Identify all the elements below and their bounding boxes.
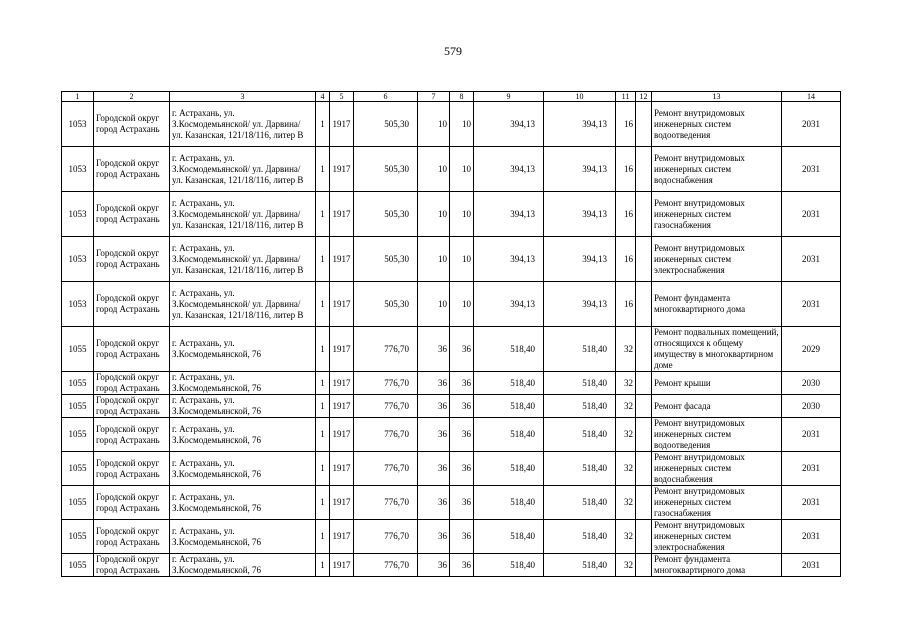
work-type-cell: Ремонт внутридомовых инженерных систем водоотведения bbox=[652, 102, 782, 147]
total-area-cell: 505,30 bbox=[354, 102, 418, 147]
col12-cell bbox=[636, 486, 652, 520]
col4-cell: 1 bbox=[316, 192, 330, 237]
col10-cell: 518,40 bbox=[544, 452, 616, 486]
year-built-cell: 1917 bbox=[330, 282, 354, 327]
total-area-cell: 776,70 bbox=[354, 395, 418, 418]
col8-cell: 36 bbox=[450, 554, 474, 577]
address-cell: г. Астрахань, ул. З.Космодемьянской, 76 bbox=[170, 418, 316, 452]
municipality-cell: Городской округ город Астрахань bbox=[94, 282, 170, 327]
col11-cell: 32 bbox=[616, 554, 636, 577]
col7-cell: 36 bbox=[418, 554, 450, 577]
work-type-cell: Ремонт фундамента многоквартирного дома bbox=[652, 282, 782, 327]
col7-cell: 36 bbox=[418, 418, 450, 452]
total-area-cell: 776,70 bbox=[354, 418, 418, 452]
col8-cell: 36 bbox=[450, 452, 474, 486]
total-area-cell: 505,30 bbox=[354, 282, 418, 327]
table-row bbox=[62, 452, 841, 486]
record-id: 1055 bbox=[62, 327, 94, 372]
planned-year-cell: 2031 bbox=[782, 147, 841, 192]
municipality-cell: Городской округ город Астрахань bbox=[94, 395, 170, 418]
year-built-cell: 1917 bbox=[330, 554, 354, 577]
col12-cell bbox=[636, 192, 652, 237]
col8-cell: 36 bbox=[450, 520, 474, 554]
col8-cell: 36 bbox=[450, 327, 474, 372]
municipality-cell: Городской округ город Астрахань bbox=[94, 327, 170, 372]
header-row bbox=[62, 92, 841, 102]
col11-cell: 32 bbox=[616, 395, 636, 418]
col7-cell: 10 bbox=[418, 102, 450, 147]
total-area-cell: 505,30 bbox=[354, 237, 418, 282]
address-cell: г. Астрахань, ул. З.Космодемьянской/ ул. Дарвина/ ул. Казанская, 121/18/116, литер В bbox=[170, 102, 316, 147]
table-row bbox=[62, 520, 841, 554]
col10-cell: 518,40 bbox=[544, 520, 616, 554]
address-cell: г. Астрахань, ул. З.Космодемьянской/ ул. Дарвина/ ул. Казанская, 121/18/116, литер В bbox=[170, 237, 316, 282]
work-type-cell: Ремонт внутридомовых инженерных систем электроснабжения bbox=[652, 237, 782, 282]
col8-cell: 10 bbox=[450, 147, 474, 192]
year-built-cell: 1917 bbox=[330, 452, 354, 486]
col4-cell: 1 bbox=[316, 520, 330, 554]
year-built-cell: 1917 bbox=[330, 192, 354, 237]
column-header: 1 bbox=[62, 92, 94, 102]
col9-cell: 394,13 bbox=[474, 147, 544, 192]
address-cell: г. Астрахань, ул. З.Космодемьянской, 76 bbox=[170, 452, 316, 486]
work-type-cell: Ремонт внутридомовых инженерных систем водоснабжения bbox=[652, 147, 782, 192]
address-cell: г. Астрахань, ул. З.Космодемьянской, 76 bbox=[170, 486, 316, 520]
address-cell: г. Астрахань, ул. З.Космодемьянской, 76 bbox=[170, 395, 316, 418]
col11-cell: 32 bbox=[616, 486, 636, 520]
col12-cell bbox=[636, 237, 652, 282]
year-built-cell: 1917 bbox=[330, 237, 354, 282]
col12-cell bbox=[636, 395, 652, 418]
planned-year-cell: 2031 bbox=[782, 237, 841, 282]
column-header: 10 bbox=[544, 92, 616, 102]
column-header: 6 bbox=[354, 92, 418, 102]
record-id: 1055 bbox=[62, 372, 94, 395]
record-id: 1055 bbox=[62, 486, 94, 520]
municipality-cell: Городской округ город Астрахань bbox=[94, 102, 170, 147]
col9-cell: 518,40 bbox=[474, 395, 544, 418]
col10-cell: 518,40 bbox=[544, 554, 616, 577]
col9-cell: 518,40 bbox=[474, 418, 544, 452]
col7-cell: 10 bbox=[418, 237, 450, 282]
table-row bbox=[62, 192, 841, 237]
col11-cell: 32 bbox=[616, 372, 636, 395]
col9-cell: 394,13 bbox=[474, 282, 544, 327]
column-header: 9 bbox=[474, 92, 544, 102]
record-id: 1053 bbox=[62, 282, 94, 327]
planned-year-cell: 2031 bbox=[782, 486, 841, 520]
planned-year-cell: 2031 bbox=[782, 418, 841, 452]
col4-cell: 1 bbox=[316, 418, 330, 452]
municipality-cell: Городской округ город Астрахань bbox=[94, 237, 170, 282]
year-built-cell: 1917 bbox=[330, 102, 354, 147]
col10-cell: 394,13 bbox=[544, 237, 616, 282]
work-type-cell: Ремонт подвальных помещений, относящихся к общему имуществу в многоквартирном доме bbox=[652, 327, 782, 372]
column-header: 11 bbox=[616, 92, 636, 102]
table-row bbox=[62, 102, 841, 147]
planned-year-cell: 2029 bbox=[782, 327, 841, 372]
work-type-cell: Ремонт фасада bbox=[652, 395, 782, 418]
year-built-cell: 1917 bbox=[330, 147, 354, 192]
planned-year-cell: 2030 bbox=[782, 372, 841, 395]
capital-repair-table bbox=[61, 91, 841, 577]
col10-cell: 518,40 bbox=[544, 372, 616, 395]
col4-cell: 1 bbox=[316, 486, 330, 520]
col10-cell: 394,13 bbox=[544, 102, 616, 147]
table-row bbox=[62, 147, 841, 192]
record-id: 1053 bbox=[62, 237, 94, 282]
municipality-cell: Городской округ город Астрахань bbox=[94, 452, 170, 486]
col9-cell: 394,13 bbox=[474, 237, 544, 282]
col4-cell: 1 bbox=[316, 327, 330, 372]
col11-cell: 16 bbox=[616, 147, 636, 192]
column-header: 2 bbox=[94, 92, 170, 102]
col7-cell: 36 bbox=[418, 452, 450, 486]
col9-cell: 394,13 bbox=[474, 102, 544, 147]
column-header: 4 bbox=[316, 92, 330, 102]
col7-cell: 36 bbox=[418, 372, 450, 395]
work-type-cell: Ремонт крыши bbox=[652, 372, 782, 395]
col12-cell bbox=[636, 520, 652, 554]
col8-cell: 36 bbox=[450, 395, 474, 418]
col12-cell bbox=[636, 452, 652, 486]
work-type-cell: Ремонт внутридомовых инженерных систем газоснабжения bbox=[652, 192, 782, 237]
col10-cell: 518,40 bbox=[544, 395, 616, 418]
col8-cell: 36 bbox=[450, 372, 474, 395]
col7-cell: 10 bbox=[418, 282, 450, 327]
column-header: 5 bbox=[330, 92, 354, 102]
column-header: 14 bbox=[782, 92, 841, 102]
work-type-cell: Ремонт внутридомовых инженерных систем водоснабжения bbox=[652, 452, 782, 486]
col8-cell: 10 bbox=[450, 282, 474, 327]
year-built-cell: 1917 bbox=[330, 395, 354, 418]
municipality-cell: Городской округ город Астрахань bbox=[94, 147, 170, 192]
planned-year-cell: 2031 bbox=[782, 282, 841, 327]
municipality-cell: Городской округ город Астрахань bbox=[94, 418, 170, 452]
col8-cell: 10 bbox=[450, 192, 474, 237]
total-area-cell: 505,30 bbox=[354, 192, 418, 237]
table-row bbox=[62, 282, 841, 327]
col7-cell: 36 bbox=[418, 520, 450, 554]
record-id: 1055 bbox=[62, 418, 94, 452]
col11-cell: 16 bbox=[616, 192, 636, 237]
work-type-cell: Ремонт фундамента многоквартирного дома bbox=[652, 554, 782, 577]
table-row bbox=[62, 372, 841, 395]
col9-cell: 518,40 bbox=[474, 372, 544, 395]
table-row bbox=[62, 486, 841, 520]
record-id: 1055 bbox=[62, 520, 94, 554]
work-type-cell: Ремонт внутридомовых инженерных систем водоотведения bbox=[652, 418, 782, 452]
col4-cell: 1 bbox=[316, 554, 330, 577]
col7-cell: 36 bbox=[418, 327, 450, 372]
record-id: 1055 bbox=[62, 554, 94, 577]
planned-year-cell: 2030 bbox=[782, 395, 841, 418]
col11-cell: 32 bbox=[616, 452, 636, 486]
municipality-cell: Городской округ город Астрахань bbox=[94, 192, 170, 237]
table-row bbox=[62, 554, 841, 577]
col7-cell: 36 bbox=[418, 486, 450, 520]
record-id: 1055 bbox=[62, 452, 94, 486]
col7-cell: 10 bbox=[418, 192, 450, 237]
work-type-cell: Ремонт внутридомовых инженерных систем электроснабжения bbox=[652, 520, 782, 554]
col12-cell bbox=[636, 282, 652, 327]
address-cell: г. Астрахань, ул. З.Космодемьянской/ ул. Дарвина/ ул. Казанская, 121/18/116, литер В bbox=[170, 192, 316, 237]
col4-cell: 1 bbox=[316, 395, 330, 418]
col12-cell bbox=[636, 102, 652, 147]
col12-cell bbox=[636, 327, 652, 372]
address-cell: г. Астрахань, ул. З.Космодемьянской/ ул. Дарвина/ ул. Казанская, 121/18/116, литер В bbox=[170, 147, 316, 192]
col10-cell: 518,40 bbox=[544, 327, 616, 372]
year-built-cell: 1917 bbox=[330, 327, 354, 372]
col4-cell: 1 bbox=[316, 102, 330, 147]
col11-cell: 32 bbox=[616, 520, 636, 554]
planned-year-cell: 2031 bbox=[782, 102, 841, 147]
col10-cell: 394,13 bbox=[544, 282, 616, 327]
col12-cell bbox=[636, 418, 652, 452]
col12-cell bbox=[636, 372, 652, 395]
col9-cell: 518,40 bbox=[474, 327, 544, 372]
address-cell: г. Астрахань, ул. З.Космодемьянской, 76 bbox=[170, 327, 316, 372]
col9-cell: 518,40 bbox=[474, 554, 544, 577]
col11-cell: 32 bbox=[616, 418, 636, 452]
col8-cell: 36 bbox=[450, 418, 474, 452]
address-cell: г. Астрахань, ул. З.Космодемьянской/ ул. Дарвина/ ул. Казанская, 121/18/116, литер В bbox=[170, 282, 316, 327]
col10-cell: 518,40 bbox=[544, 486, 616, 520]
col12-cell bbox=[636, 147, 652, 192]
planned-year-cell: 2031 bbox=[782, 554, 841, 577]
col8-cell: 10 bbox=[450, 102, 474, 147]
total-area-cell: 776,70 bbox=[354, 486, 418, 520]
record-id: 1055 bbox=[62, 395, 94, 418]
col9-cell: 518,40 bbox=[474, 452, 544, 486]
address-cell: г. Астрахань, ул. З.Космодемьянской, 76 bbox=[170, 372, 316, 395]
column-header: 8 bbox=[450, 92, 474, 102]
column-header: 12 bbox=[636, 92, 652, 102]
total-area-cell: 776,70 bbox=[354, 452, 418, 486]
address-cell: г. Астрахань, ул. З.Космодемьянской, 76 bbox=[170, 554, 316, 577]
total-area-cell: 505,30 bbox=[354, 147, 418, 192]
col4-cell: 1 bbox=[316, 237, 330, 282]
planned-year-cell: 2031 bbox=[782, 452, 841, 486]
work-type-cell: Ремонт внутридомовых инженерных систем газоснабжения bbox=[652, 486, 782, 520]
municipality-cell: Городской округ город Астрахань bbox=[94, 372, 170, 395]
table-row bbox=[62, 395, 841, 418]
record-id: 1053 bbox=[62, 192, 94, 237]
col10-cell: 518,40 bbox=[544, 418, 616, 452]
table-row bbox=[62, 418, 841, 452]
col11-cell: 16 bbox=[616, 282, 636, 327]
column-header: 3 bbox=[170, 92, 316, 102]
year-built-cell: 1917 bbox=[330, 372, 354, 395]
column-header: 13 bbox=[652, 92, 782, 102]
col10-cell: 394,13 bbox=[544, 147, 616, 192]
col11-cell: 16 bbox=[616, 237, 636, 282]
municipality-cell: Городской округ город Астрахань bbox=[94, 520, 170, 554]
planned-year-cell: 2031 bbox=[782, 520, 841, 554]
col4-cell: 1 bbox=[316, 372, 330, 395]
col10-cell: 394,13 bbox=[544, 192, 616, 237]
total-area-cell: 776,70 bbox=[354, 520, 418, 554]
page-number: 579 bbox=[444, 44, 462, 58]
record-id: 1053 bbox=[62, 102, 94, 147]
col4-cell: 1 bbox=[316, 147, 330, 192]
table-row bbox=[62, 237, 841, 282]
planned-year-cell: 2031 bbox=[782, 192, 841, 237]
table-row bbox=[62, 327, 841, 372]
total-area-cell: 776,70 bbox=[354, 554, 418, 577]
year-built-cell: 1917 bbox=[330, 418, 354, 452]
col7-cell: 10 bbox=[418, 147, 450, 192]
col4-cell: 1 bbox=[316, 282, 330, 327]
municipality-cell: Городской округ город Астрахань bbox=[94, 554, 170, 577]
municipality-cell: Городской округ город Астрахань bbox=[94, 486, 170, 520]
col12-cell bbox=[636, 554, 652, 577]
record-id: 1053 bbox=[62, 147, 94, 192]
year-built-cell: 1917 bbox=[330, 486, 354, 520]
col8-cell: 36 bbox=[450, 486, 474, 520]
col11-cell: 16 bbox=[616, 102, 636, 147]
col4-cell: 1 bbox=[316, 452, 330, 486]
year-built-cell: 1917 bbox=[330, 520, 354, 554]
column-header: 7 bbox=[418, 92, 450, 102]
col8-cell: 10 bbox=[450, 237, 474, 282]
col11-cell: 32 bbox=[616, 327, 636, 372]
col9-cell: 518,40 bbox=[474, 520, 544, 554]
total-area-cell: 776,70 bbox=[354, 327, 418, 372]
address-cell: г. Астрахань, ул. З.Космодемьянской, 76 bbox=[170, 520, 316, 554]
total-area-cell: 776,70 bbox=[354, 372, 418, 395]
col9-cell: 394,13 bbox=[474, 192, 544, 237]
col9-cell: 518,40 bbox=[474, 486, 544, 520]
col7-cell: 36 bbox=[418, 395, 450, 418]
